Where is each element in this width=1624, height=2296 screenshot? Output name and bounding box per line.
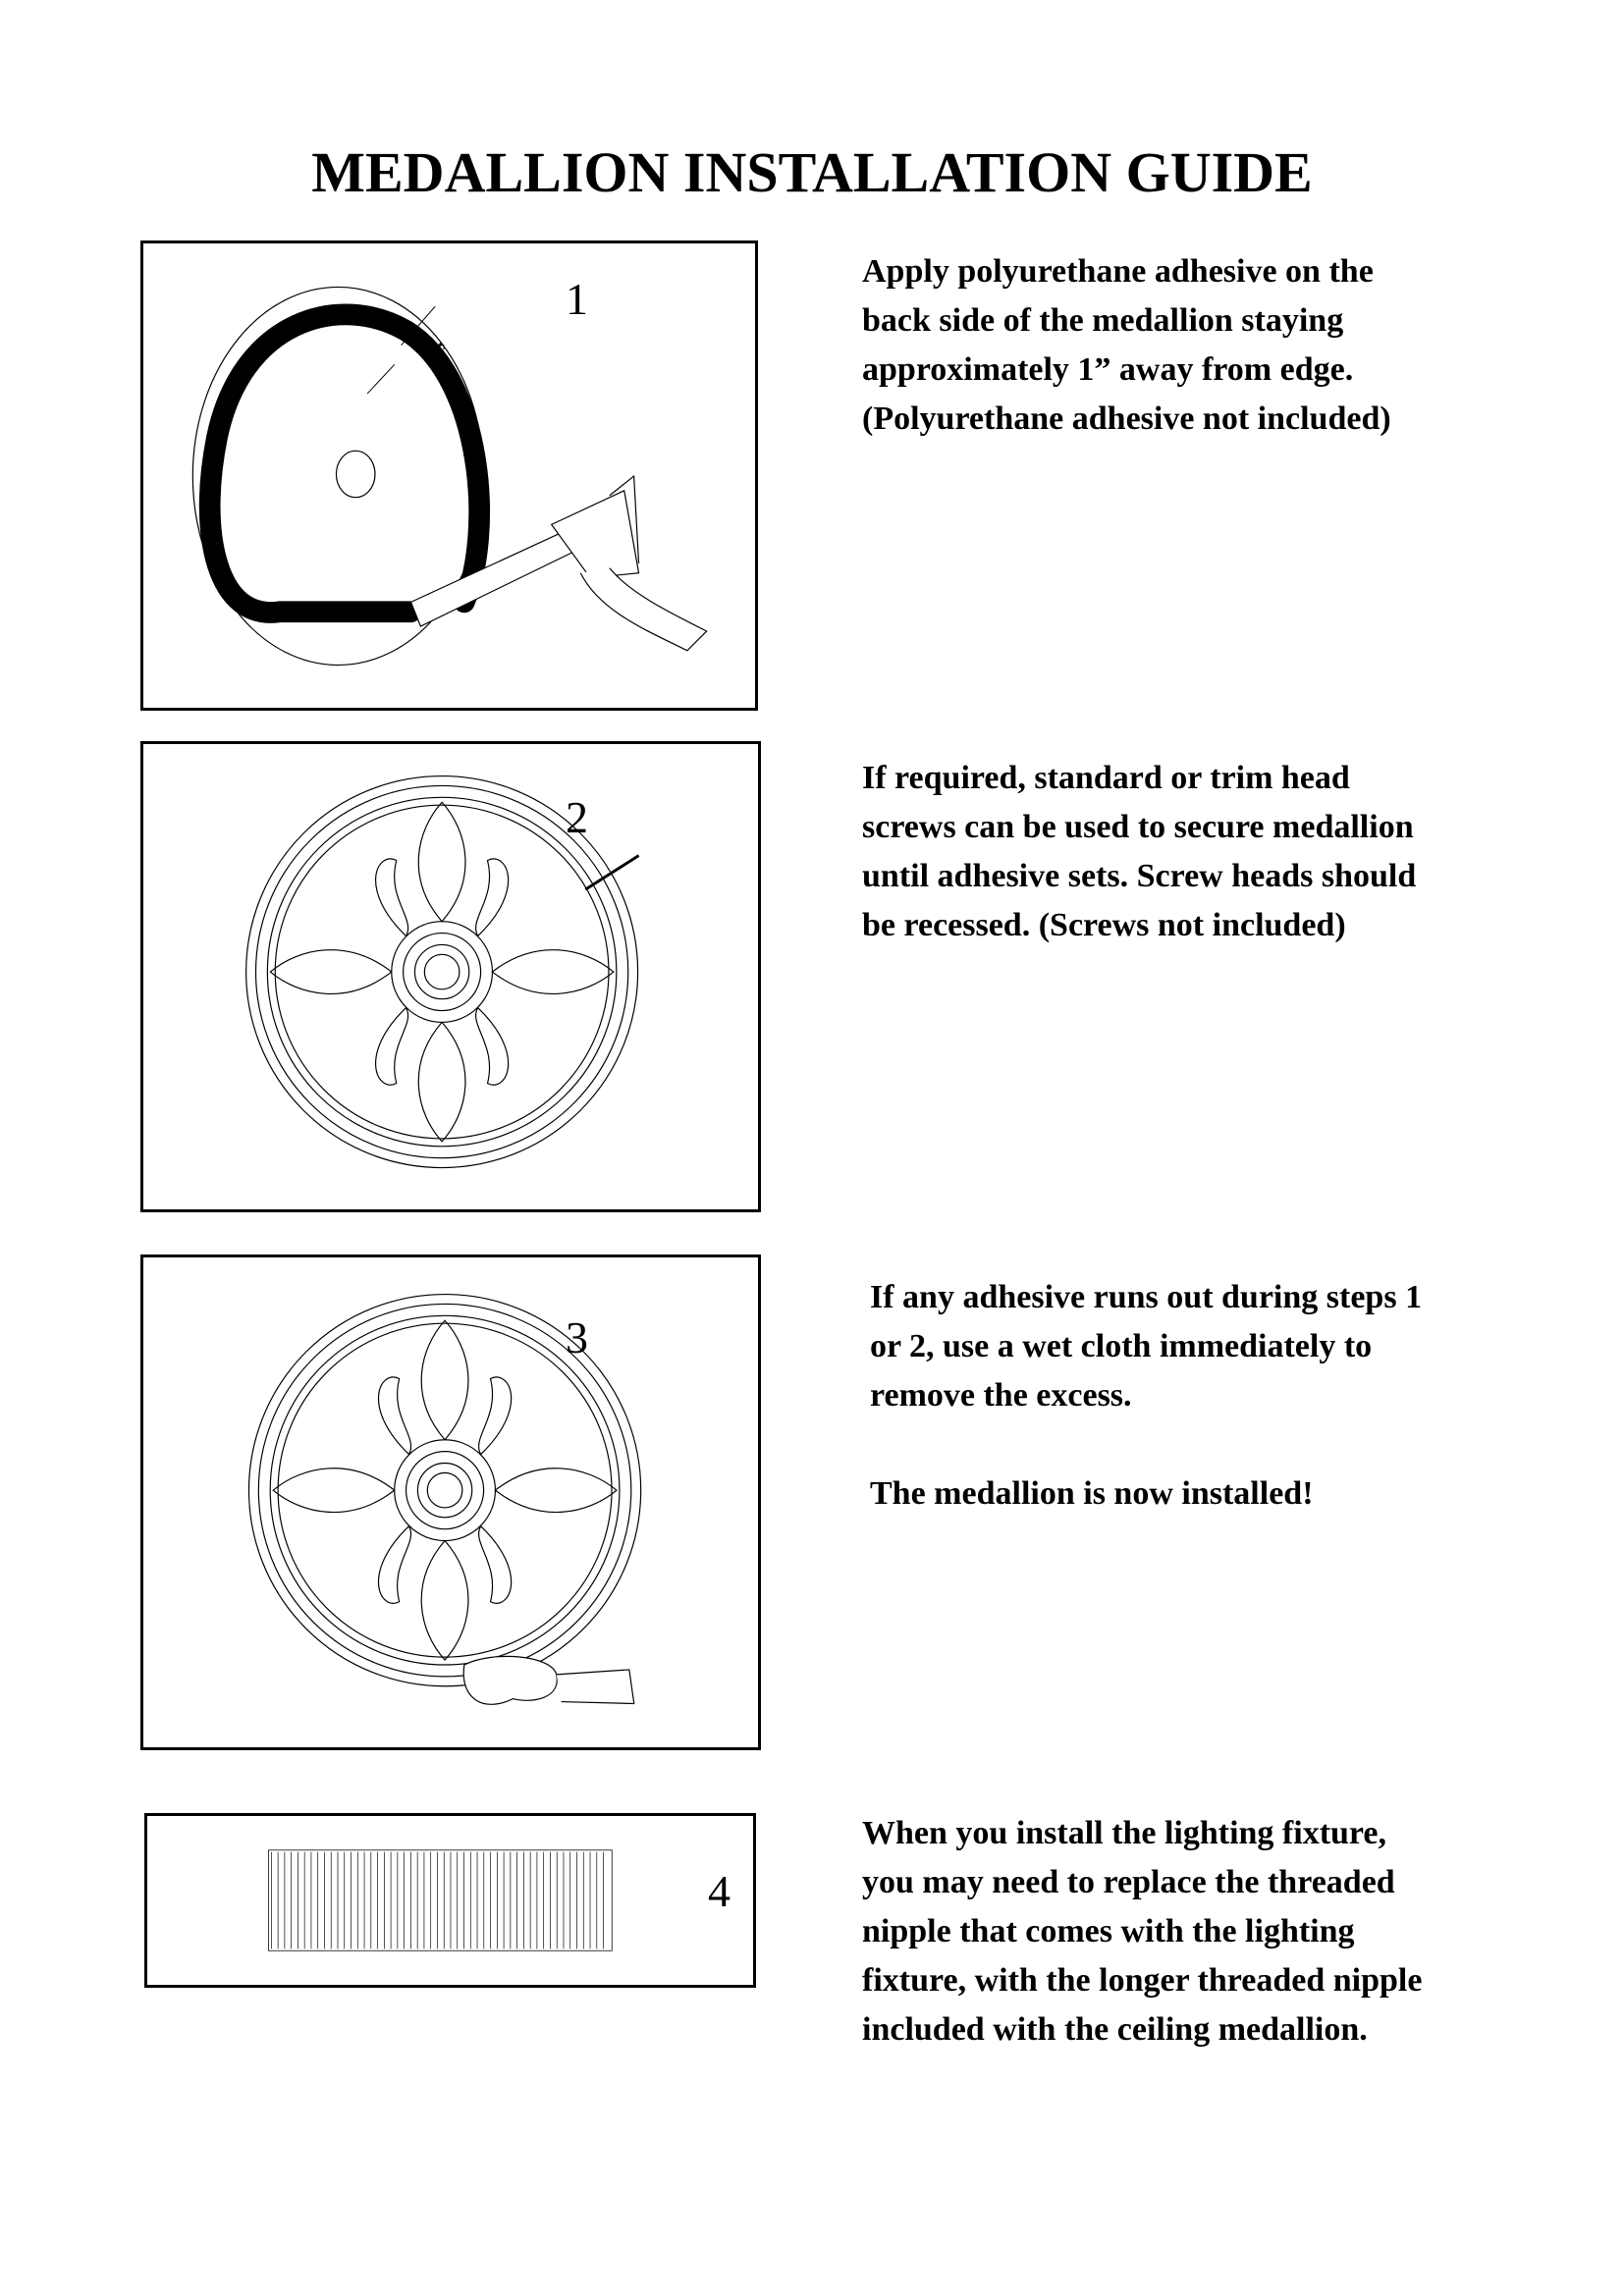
medallion-with-cloth-drawing bbox=[143, 1257, 758, 1747]
completion-message: The medallion is now installed! bbox=[870, 1475, 1314, 1512]
threaded-nipple-drawing bbox=[147, 1816, 753, 1985]
step-number: 4 bbox=[708, 1866, 731, 1916]
instruction-line: approximately 1” away from edge. bbox=[862, 351, 1354, 388]
instruction-line: until adhesive sets. Screw heads should bbox=[862, 858, 1417, 894]
instruction-line: be recessed. (Screws not included) bbox=[862, 907, 1346, 943]
instruction-line: nipple that comes with the lighting bbox=[862, 1913, 1355, 1949]
step-number: 2 bbox=[566, 792, 588, 842]
instruction-line: you may need to replace the threaded bbox=[862, 1864, 1395, 1900]
instruction-line: screws can be used to secure medallion bbox=[862, 809, 1414, 845]
instruction-line: remove the excess. bbox=[870, 1377, 1132, 1414]
step-2-illustration bbox=[140, 741, 761, 1212]
step-number: 3 bbox=[566, 1312, 588, 1362]
page-title: MEDALLION INSTALLATION GUIDE bbox=[311, 140, 1313, 204]
instruction-line: If required, standard or trim head bbox=[862, 760, 1350, 796]
instruction-line: When you install the lighting fixture, bbox=[862, 1815, 1386, 1851]
step-1-instructions bbox=[862, 247, 1391, 444]
medallion-with-screw-drawing bbox=[143, 744, 758, 1209]
instruction-line: If any adhesive runs out during steps 1 bbox=[870, 1279, 1423, 1315]
step-3-instructions bbox=[870, 1273, 1422, 1519]
step-1-illustration bbox=[140, 240, 758, 711]
instruction-line: or 2, use a wet cloth immediately to bbox=[870, 1328, 1373, 1364]
instruction-line: Apply polyurethane adhesive on the bbox=[862, 253, 1374, 290]
step-3-illustration bbox=[140, 1255, 761, 1750]
step-2-instructions bbox=[862, 754, 1416, 950]
step-4-instructions bbox=[862, 1809, 1422, 2055]
adhesive-application-drawing bbox=[143, 243, 755, 708]
step-4-illustration bbox=[144, 1813, 756, 1988]
dimension-label: 1” bbox=[420, 337, 463, 379]
step-number: 1 bbox=[566, 274, 588, 324]
instruction-line: (Polyurethane adhesive not included) bbox=[862, 400, 1391, 437]
instruction-line: included with the ceiling medallion. bbox=[862, 2011, 1368, 2048]
instruction-line: back side of the medallion staying bbox=[862, 302, 1344, 339]
instruction-line: fixture, with the longer threaded nipple bbox=[862, 1962, 1423, 1999]
